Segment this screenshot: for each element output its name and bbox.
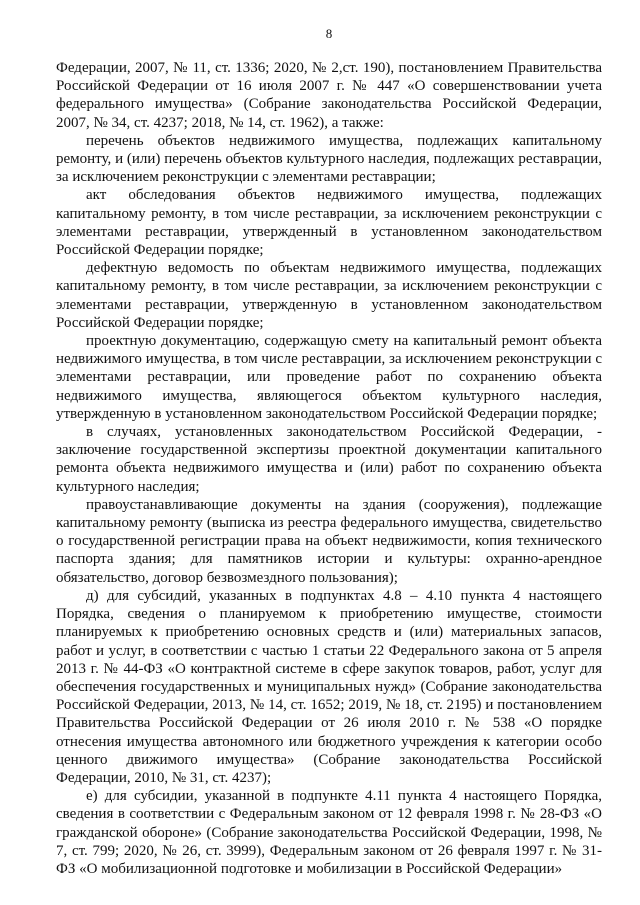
paragraph-item-d: д) для субсидий, указанных в подпунктах 4.8 – 4.10 пункта 4 настоящего Порядка, сведения о планируемом к приобретению имуществе, стоимости планируемых к приобретению основных средств и (или) материальных запасов, работ и услуг, в соответствии с частью 1 статьи 22 Федерального закона от 5 апреля 2013 г. № 44-ФЗ «О контрактной системе в сфере закупок товаров, работ, услуг для обеспечения государственных и муниципальных нужд» (Собрание законодательства Российской Федерации, 2013, № 14, ст. 1652; 2019, № 18, ст. 2195) и постановлением Правительства Российской Федерации от 26 июля 2010 г. № 538 «О порядке отнесения имущества автономного или бюджетного учреждения к категории особо ценного движимого имущества» (Собрание законодательства Российской Федерации, 2010, № 31, ст. 4237); — [56, 587, 602, 786]
page-number: 8 — [325, 26, 333, 41]
paragraph-defect-statement: дефектную ведомость по объектам недвижимого имущества, подлежащих капитальному ремонту, в том числе реставрации, за исключением реконструкции с элементами реставрации, утвержденную в установленном законодательством Российской Федерации порядке; — [56, 260, 602, 331]
paragraph-item-e: е) для субсидии, указанной в подпункте 4.11 пункта 4 настоящего Порядка, сведения в соответствии с Федеральным законом от 12 февраля 1998 г. № 28-ФЗ «О гражданской обороне» (Собрание законодательства Российской Федерации, 1998, № 7, ст. 799; 2020, № 26, ст. 3999), Федеральным законом от 26 февраля 1997 г. № 31-ФЗ «О мобилизационной подготовке и мобилизации в Российской Федерации» — [56, 788, 602, 877]
paragraph-project-documentation: проектную документацию, содержащую смету на капитальный ремонт объекта недвижимого имущества, в том числе реставрации, за исключением реконструкции с элементами реставрации, или проведение работ по сохранению объекта недвижимого имущества, являющегося объектом культурного наследия, утвержденную в установленном законодательством Российской Федерации порядке; — [56, 333, 602, 422]
paragraph-state-expertise: в случаях, установленных законодательством Российской Федерации, - заключение государственной экспертизы проектной документации капитального ремонта объекта недвижимого имущества и (или) работ по сохранению объекта культурного наследия; — [56, 424, 602, 495]
document-body — [56, 59, 602, 878]
paragraph-continuation: Федерации, 2007, № 11, ст. 1336; 2020, № 2,ст. 190), постановлением Правительства Российской Федерации от 16 июля 2007 г. № 447 «О совершенствовании учета федерального имущества» (Собрание законодательства Российской Федерации, 2007, № 34, ст. 4237; 2018, № 14, ст. 1962), а также: — [56, 60, 602, 131]
paragraph-inspection-act: акт обследования объектов недвижимого имущества, подлежащих капитальному ремонту, в том числе реставрации, за исключением реконструкции с элементами реставрации, утвержденный в установленном законодательством Российской Федерации порядке; — [56, 187, 602, 259]
paragraph-title-documents: правоустанавливающие документы на здания (сооружения), подлежащие капитальному ремонту (выписка из реестра федерального имущества, свидетельство о государственной регистрации права на объект недвижимости, копия технического паспорта здания; для памятников истории и культуры: охранно-арендное обязательство, договор безвозмездного пользования); — [56, 496, 602, 586]
paragraph-list-of-objects: перечень объектов недвижимого имущества, подлежащих капитальному ремонту, и (или) перечень объектов культурного наследия, подлежащих реставрации, за исключением реконструкции с элементами реставрации; — [56, 132, 602, 186]
